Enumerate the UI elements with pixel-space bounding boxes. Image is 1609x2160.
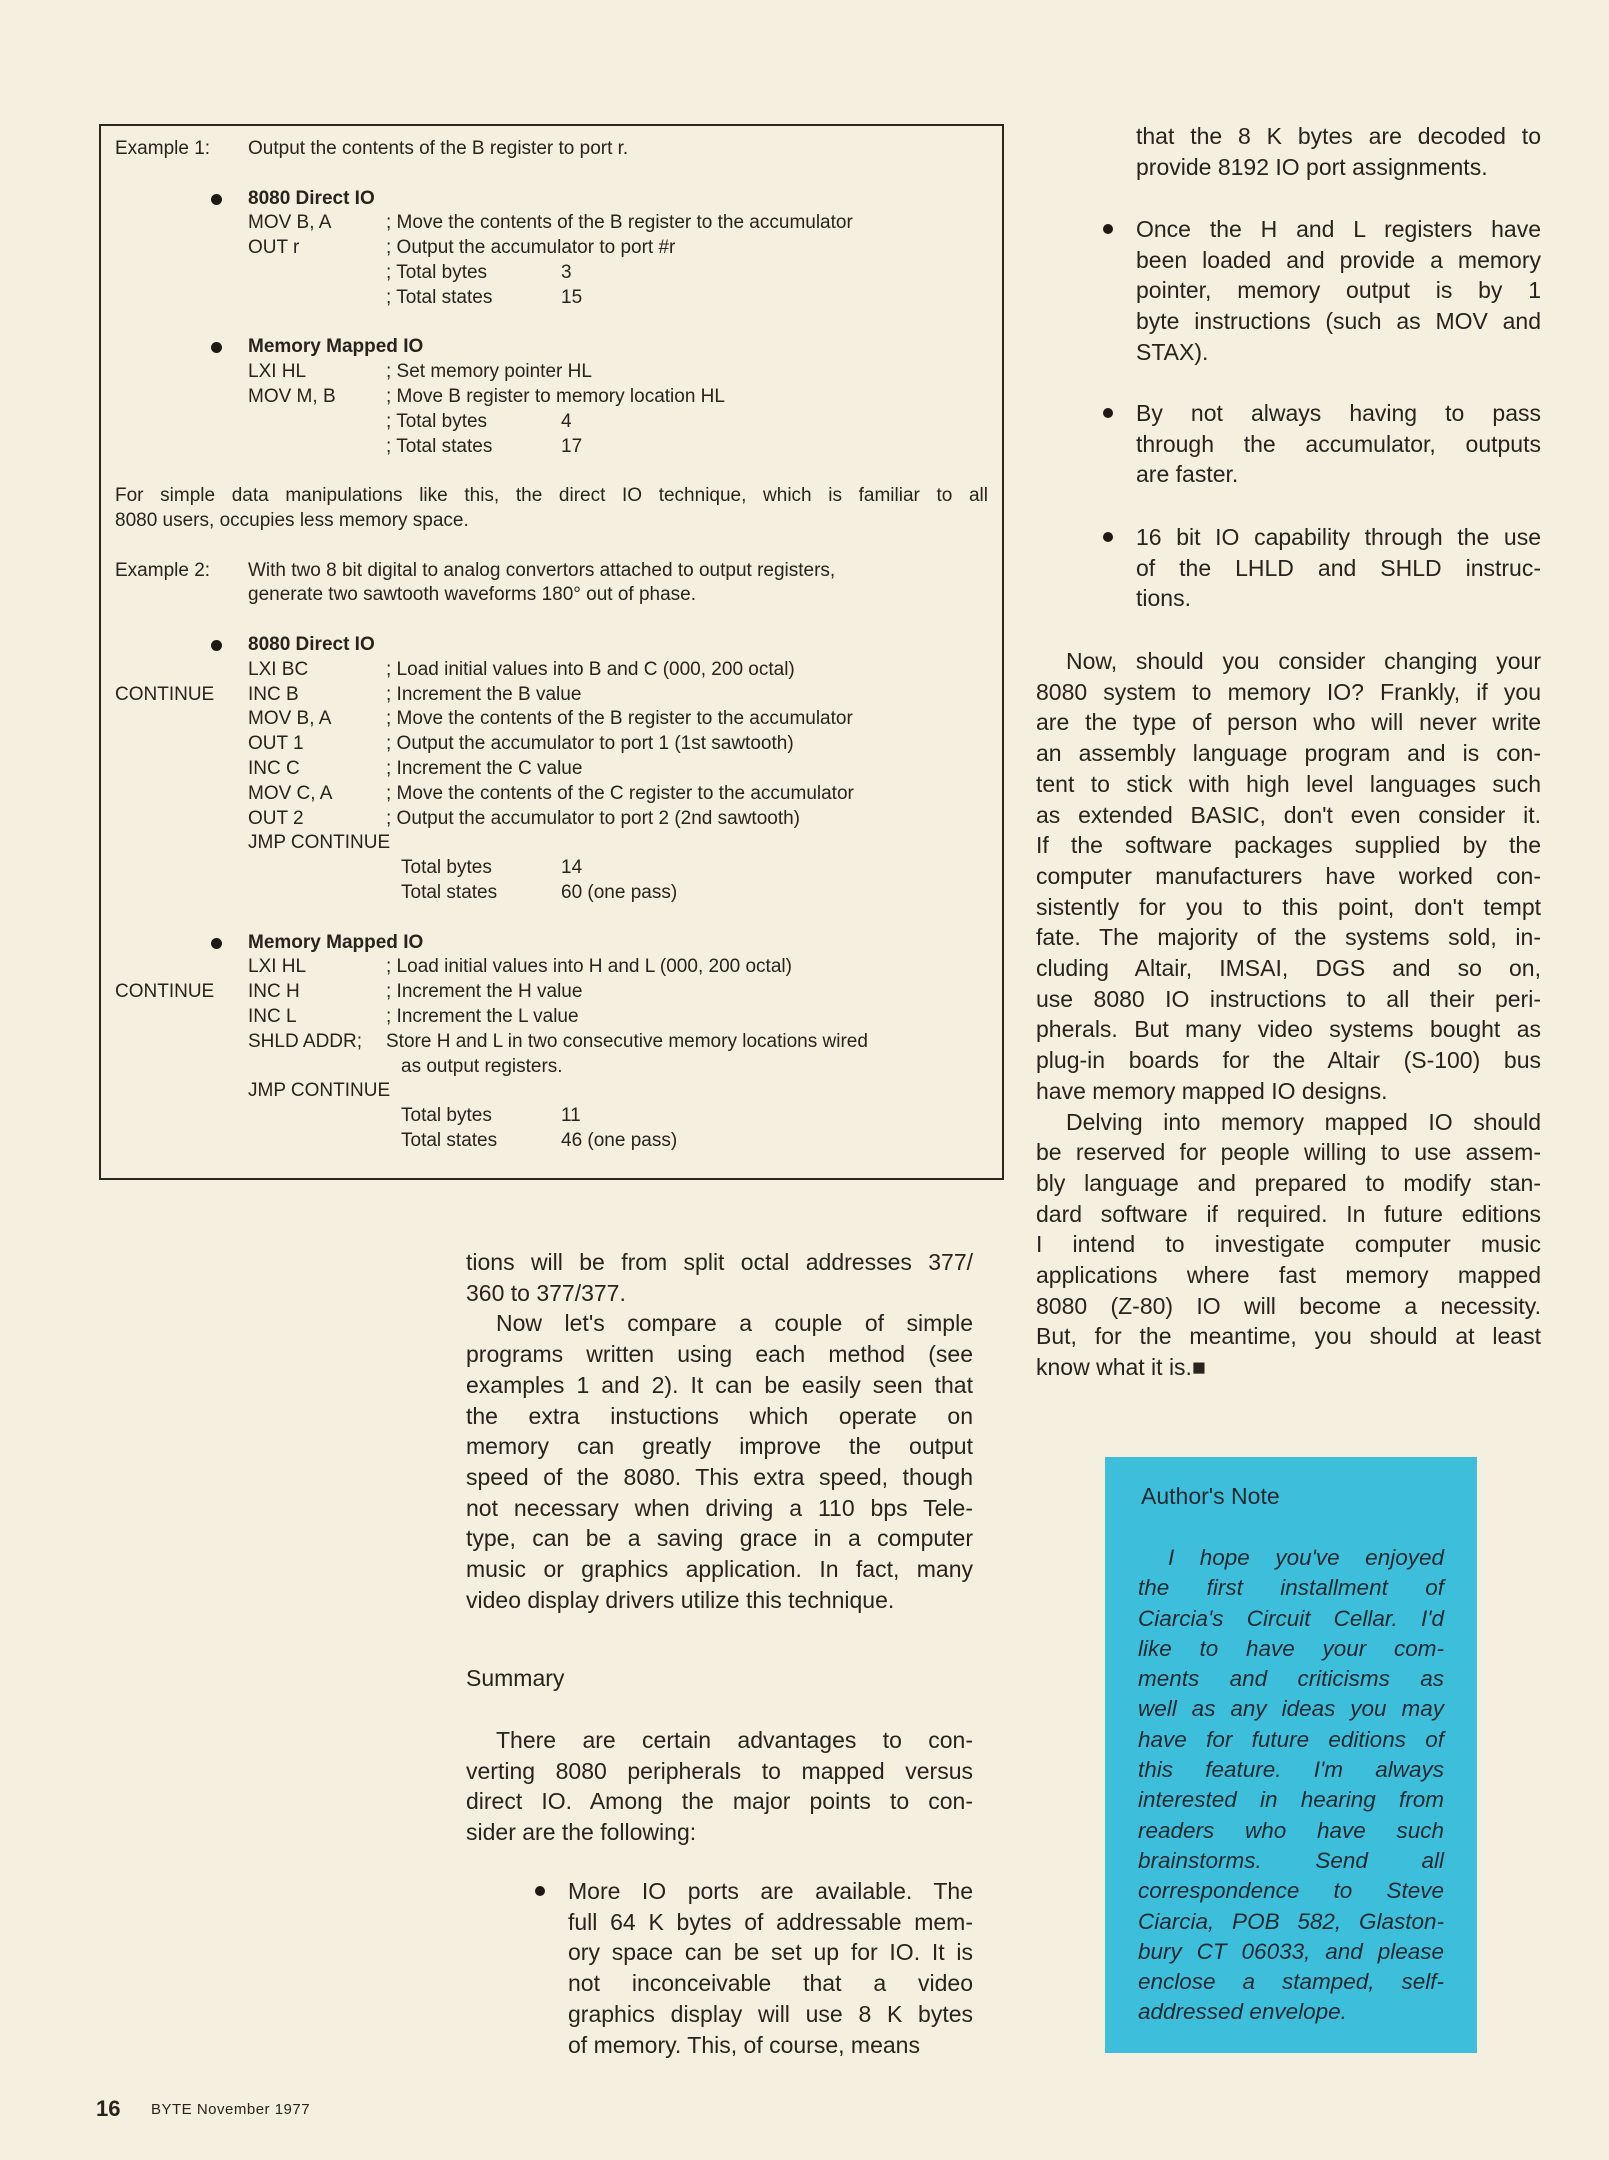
text-line: like to have your com-	[1138, 1635, 1444, 1661]
text-line: direct IO. Among the major points to con-	[466, 1788, 973, 1815]
authors-note-text	[1138, 1543, 1444, 2028]
code-comment: ; Total states	[386, 435, 493, 457]
code-value: 4	[561, 410, 572, 432]
paragraph	[466, 1725, 973, 1848]
bullet-item	[1136, 398, 1541, 490]
text-line: pointer, memory output is by 1	[1136, 277, 1541, 304]
code-instruction: MOV M, B	[248, 386, 336, 407]
text-line: brainstorms. Send all	[1138, 1847, 1444, 1873]
text-line: readers who have such	[1138, 1817, 1444, 1843]
code-line	[101, 806, 1002, 831]
code-comment: Store H and L in two consecutive memory locations wired	[386, 1030, 868, 1052]
code-total	[101, 880, 1002, 905]
text-line: of memory. This, of course, means	[568, 2031, 920, 2058]
text-line: speed of the 8080. This extra speed, though	[466, 1463, 973, 1490]
code-line	[101, 756, 1002, 781]
text-line: byte instructions (such as MOV and	[1136, 308, 1541, 335]
code-line	[101, 434, 1002, 459]
section-heading	[101, 334, 1002, 359]
bullet-item	[1136, 214, 1541, 368]
code-line	[101, 954, 1002, 979]
code-instruction: OUT 1	[248, 733, 304, 755]
text-line: 16 bit IO capability through the use	[1136, 524, 1541, 550]
text-line: ments and criticisms as	[1138, 1666, 1444, 1692]
paragraph	[466, 1308, 973, 1615]
paragraph	[466, 1247, 973, 1308]
total-label: as output registers.	[401, 1055, 563, 1077]
paragraph	[1036, 646, 1541, 1107]
code-instruction: JMP CONTINUE	[248, 1080, 391, 1102]
text-line: use 8080 IO instructions to all their peri-	[1036, 985, 1541, 1012]
text-line: addressed envelope.	[1138, 1999, 1347, 2025]
code-value: 15	[561, 286, 583, 308]
text-line: Now let's compare a couple of simple	[496, 1310, 973, 1337]
code-instruction: SHLD ADDR;	[248, 1030, 363, 1052]
code-instruction: INC H	[248, 981, 300, 1003]
text-line: be reserved for people willing to use assem-	[1036, 1139, 1541, 1166]
code-comment: ; Load initial values into H and L (000, 200 octal)	[386, 956, 792, 978]
code-instruction: LXI BC	[248, 658, 309, 680]
code-line	[101, 706, 1002, 731]
example-text: Output the contents of the B register to port r.	[248, 138, 629, 159]
code-comment: ; Load initial values into B and C (000, 200 octal)	[386, 658, 795, 680]
code-label: CONTINUE	[115, 981, 215, 1003]
text-line: full 64 K bytes of addressable mem-	[568, 1908, 973, 1935]
text-line: correspondence to Steve	[1138, 1878, 1444, 1904]
text-line: sistently for you to this point, don't tempt	[1036, 893, 1541, 920]
text-line: tent to stick with high level languages such	[1036, 770, 1541, 797]
example-statement	[101, 582, 1002, 607]
code-instruction: JMP CONTINUE	[248, 832, 391, 854]
code-comment: ; Move B register to memory location HL	[386, 386, 725, 407]
code-line	[101, 781, 1002, 806]
code-line	[101, 235, 1002, 260]
code-instruction: INC L	[248, 1006, 297, 1027]
text-line: Once the H and L registers have	[1136, 216, 1541, 242]
code-instruction: LXI HL	[248, 956, 307, 978]
text-line: dard software if required. In future editions	[1036, 1200, 1541, 1227]
publication-line: BYTE November 1977	[151, 2101, 311, 2118]
code-total	[101, 1128, 1002, 1153]
code-line	[101, 384, 1002, 409]
bullet-icon	[535, 1886, 545, 1896]
code-line	[101, 1078, 1002, 1103]
middle-column	[466, 1247, 973, 1615]
bullet-icon	[211, 640, 222, 651]
code-comment: ; Increment the C value	[386, 758, 583, 779]
code-instruction: INC B	[248, 683, 299, 705]
text-line: examples 1 and 2). It can be easily seen that	[466, 1371, 973, 1398]
code-comment: ; Output the accumulator to port 1 (1st sawtooth)	[386, 733, 794, 755]
text-line: tions will be from split octal addresses 377/	[466, 1249, 973, 1275]
code-comment: ; Total bytes	[386, 410, 488, 432]
text-line: type, can be a saving grace in a computer	[466, 1525, 973, 1552]
example-label: Example 1:	[115, 138, 211, 159]
text-line: 8080 system to memory IO? Frankly, if you	[1036, 678, 1541, 705]
text-line: cluding Altair, IMSAI, DGS and so on,	[1036, 955, 1541, 982]
text-line: are faster.	[1136, 461, 1239, 488]
text-line: this feature. I'm always	[1138, 1757, 1444, 1783]
text-line: pherals. But many video systems bought as	[1036, 1016, 1541, 1043]
text-line: verting 8080 peripherals to mapped versus	[466, 1757, 973, 1784]
text-line: If the software packages supplied by the	[1036, 832, 1541, 859]
text-line: are the type of person who will never write	[1036, 709, 1541, 736]
bullet-item	[1136, 522, 1541, 614]
heading-text: 8080 Direct IO	[248, 634, 375, 655]
text-line: the first installment of	[1138, 1575, 1444, 1601]
code-instruction: OUT r	[248, 237, 300, 259]
text-line: By not always having to pass	[1136, 400, 1541, 426]
text-line: 360 to 377/377.	[466, 1279, 626, 1306]
code-comment: ; Increment the L value	[386, 1006, 579, 1027]
code-comment: ; Increment the H value	[386, 981, 583, 1003]
code-value: 3	[561, 262, 572, 283]
heading-text: Memory Mapped IO	[248, 336, 424, 358]
heading-text: Memory Mapped IO	[248, 931, 424, 953]
code-label: CONTINUE	[115, 683, 215, 705]
total-value: 14	[561, 857, 583, 879]
text-line: interested in hearing from	[1138, 1787, 1444, 1813]
code-total	[101, 1054, 1002, 1079]
code-line	[101, 359, 1002, 384]
text-line: Now, should you consider changing your	[1066, 648, 1541, 674]
text-line: through the accumulator, outputs	[1136, 430, 1541, 457]
text-line: STAX).	[1136, 338, 1209, 365]
text-line: not inconceivable that a video	[568, 1970, 973, 1997]
text-line: Ciarcia, POB 582, Glaston-	[1138, 1908, 1444, 1934]
text-line: provide 8192 IO port assignments.	[1136, 153, 1488, 180]
section-heading	[101, 632, 1002, 657]
text-line: Delving into memory mapped IO should	[1066, 1108, 1541, 1135]
text-line: not necessary when driving a 110 bps Tele-	[466, 1494, 973, 1521]
text-line: graphics display will use 8 K bytes	[568, 2000, 973, 2027]
authors-note-title: Author's Note	[1141, 1483, 1280, 1509]
code-comment: ; Move the contents of the B register to the accumulator	[386, 212, 853, 234]
text-line: programs written using each method (see	[466, 1341, 973, 1368]
code-line	[101, 979, 1002, 1004]
code-line	[101, 210, 1002, 235]
code-line	[101, 682, 1002, 707]
code-comment: ; Increment the B value	[386, 683, 582, 705]
heading-text: 8080 Direct IO	[248, 187, 375, 209]
code-comment: ; Output the accumulator to port #r	[386, 237, 676, 259]
text-line: Ciarcia's Circuit Cellar. I'd	[1138, 1605, 1444, 1631]
section-heading	[101, 186, 1002, 211]
text-line: memory can greatly improve the output	[466, 1433, 973, 1460]
code-line	[101, 830, 1002, 855]
total-value: 60 (one pass)	[561, 882, 678, 903]
authors-note-box	[1105, 1457, 1477, 2053]
total-label: Total states	[401, 882, 498, 903]
code-total	[101, 1103, 1002, 1128]
text-line: music or graphics application. In fact, many	[466, 1556, 973, 1583]
text-line: I hope you've enjoyed	[1168, 1545, 1444, 1570]
code-instruction: OUT 2	[248, 807, 304, 829]
text-line: tions.	[1136, 585, 1191, 612]
text-line: ory space can be set up for IO. It is	[568, 1939, 973, 1966]
code-instruction: INC C	[248, 758, 300, 779]
text-line: plug-in boards for the Altair (S-100) bus	[1036, 1047, 1541, 1074]
text-line: I intend to investigate computer music	[1036, 1231, 1541, 1258]
code-line	[101, 1029, 1002, 1054]
total-label: Total bytes	[401, 1105, 492, 1127]
bullet-item	[568, 1876, 973, 2060]
code-line	[101, 260, 1002, 285]
page-number: 16	[96, 2096, 121, 2121]
code-value: 17	[561, 435, 583, 457]
bullet-icon	[211, 194, 222, 205]
text-line: have for future editions of	[1138, 1726, 1444, 1752]
code-instruction: MOV B, A	[248, 212, 332, 234]
text-line: More IO ports are available. The	[568, 1878, 973, 1904]
bullet-icon	[1103, 224, 1113, 234]
text-line: been loaded and provide a memory	[1136, 246, 1541, 273]
text-line: that the 8 K bytes are decoded to	[1136, 123, 1541, 149]
paragraph-line: 8080 users, occupies less memory space.	[115, 510, 469, 531]
bullet-icon	[1103, 408, 1113, 418]
example-text: generate two sawtooth waveforms 180° out of phase.	[248, 584, 697, 606]
text-line: well as any ideas you may	[1138, 1696, 1444, 1722]
text-line: bly language and prepared to modify stan-	[1036, 1169, 1541, 1196]
text-line: have memory mapped IO designs.	[1036, 1077, 1388, 1104]
code-comment: ; Move the contents of the B register to the accumulator	[386, 708, 853, 730]
note-paragraph	[101, 508, 1002, 533]
text-line: fate. The majority of the systems sold, in-	[1036, 924, 1541, 951]
code-comment: ; Total bytes	[386, 262, 488, 283]
total-label: Total bytes	[401, 857, 492, 879]
text-line: video display drivers utilize this technique.	[466, 1586, 895, 1613]
bullet-icon	[211, 342, 222, 353]
section-heading	[101, 930, 1002, 955]
example-statement	[101, 558, 1002, 583]
code-examples-box	[99, 124, 1004, 1180]
example-label: Example 2:	[115, 559, 211, 581]
code-comment: ; Total states	[386, 286, 493, 308]
text-line: know what it is.■	[1036, 1354, 1206, 1381]
text-line: an assembly language program and is con-	[1036, 740, 1541, 767]
text-line: as extended BASIC, don't even consider it.	[1036, 801, 1541, 828]
code-line	[101, 1004, 1002, 1029]
note-paragraph	[101, 483, 1002, 508]
example-text: With two 8 bit digital to analog convertors attached to output registers,	[248, 559, 836, 581]
text-line: But, for the meantime, you should at least	[1036, 1323, 1541, 1350]
text-line: enclose a stamped, self-	[1138, 1969, 1444, 1995]
code-line	[101, 285, 1002, 310]
text-line: 8080 (Z-80) IO will become a necessity.	[1036, 1292, 1541, 1319]
code-line	[101, 731, 1002, 756]
code-instruction: MOV B, A	[248, 708, 332, 730]
bullet-icon	[1103, 532, 1113, 542]
text-line: bury CT 06033, and please	[1138, 1938, 1444, 1964]
text-line: There are certain advantages to con-	[496, 1727, 973, 1753]
code-line	[101, 657, 1002, 682]
paragraph-line: For simple data manipulations like this, the direct IO technique, which is familiar to all	[115, 485, 988, 507]
text-line: applications where fast memory mapped	[1036, 1262, 1541, 1289]
code-comment: ; Set memory pointer HL	[386, 361, 592, 383]
code-line	[101, 409, 1002, 434]
paragraph	[1036, 1107, 1541, 1383]
text-line: sider are the following:	[466, 1819, 697, 1846]
summary-heading: Summary	[466, 1665, 565, 1691]
code-instruction: MOV C, A	[248, 782, 333, 804]
bullet-icon	[211, 938, 222, 949]
code-instruction: LXI HL	[248, 361, 307, 383]
text-line: of the LHLD and SHLD instruc-	[1136, 554, 1541, 581]
code-comment: ; Output the accumulator to port 2 (2nd sawtooth)	[386, 807, 801, 829]
right-column-body	[1036, 646, 1541, 1383]
paragraph	[1136, 121, 1541, 182]
total-value: 46 (one pass)	[561, 1130, 678, 1151]
example-statement	[101, 136, 1002, 161]
total-value: 11	[561, 1105, 581, 1127]
code-total	[101, 855, 1002, 880]
total-label: Total states	[401, 1130, 498, 1151]
code-comment: ; Move the contents of the C register to the accumulator	[386, 782, 854, 804]
text-line: the extra instuctions which operate on	[466, 1402, 973, 1429]
text-line: computer manufacturers have worked con-	[1036, 862, 1541, 889]
